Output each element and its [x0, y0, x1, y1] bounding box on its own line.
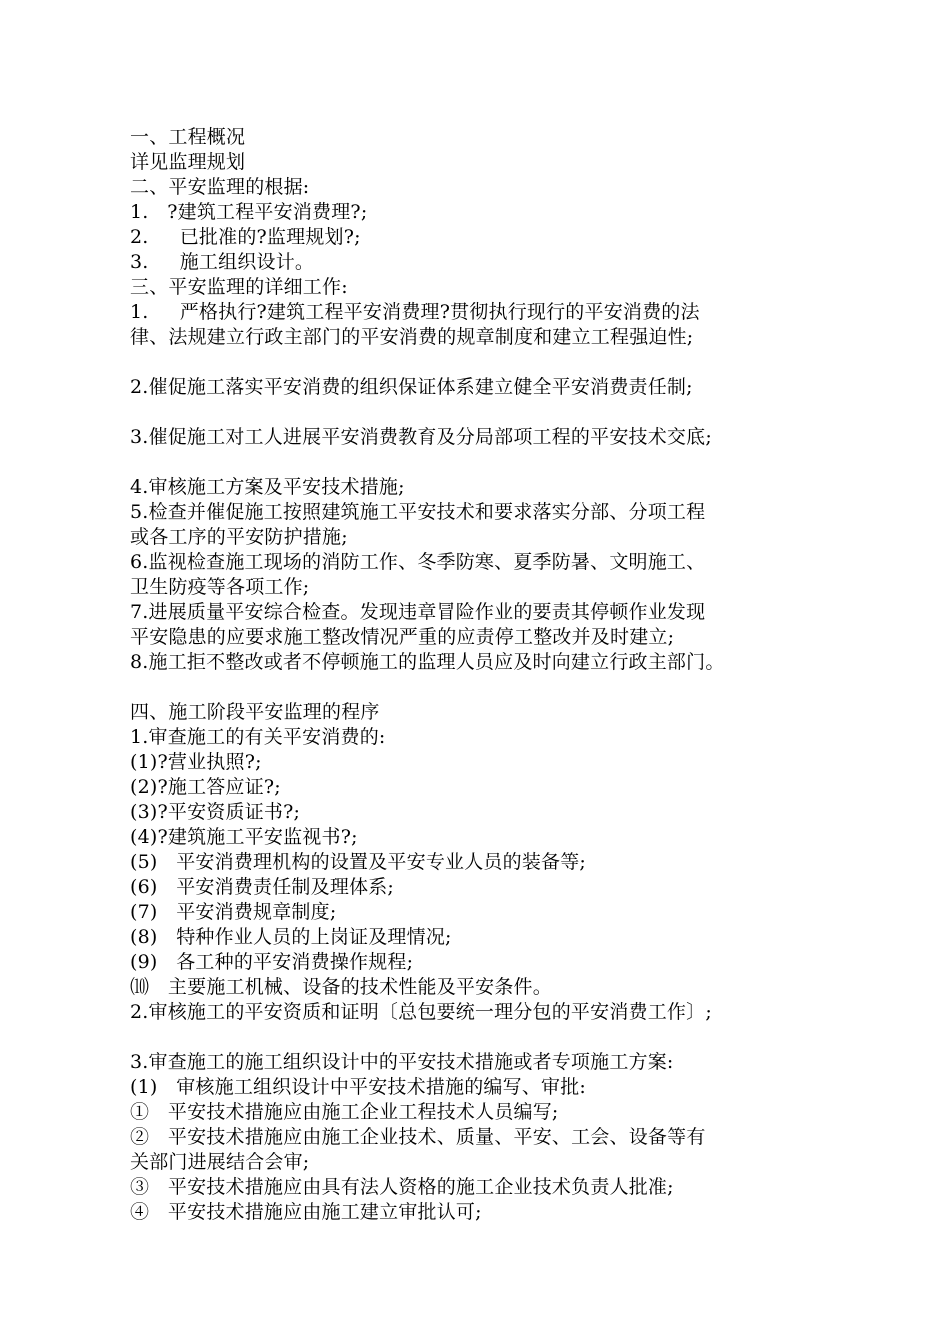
blank-line — [130, 1025, 820, 1050]
blank-line — [130, 400, 820, 425]
list-item: ③ 平安技术措施应由具有法人资格的施工企业技术负责人批准; — [130, 1176, 674, 1198]
section-heading: 四、施工阶段平安监理的程序 — [130, 701, 380, 723]
section-heading: 三、平安监理的详细工作: — [130, 276, 348, 298]
list-item: 2.催促施工落实平安消费的组织保证体系建立健全平安消费责任制; — [130, 376, 693, 398]
list-item: 3.催促施工对工人进展平安消费教育及分局部项工程的平安技术交底; — [130, 426, 712, 448]
list-item: 1. ?建筑工程平安消费理?; — [130, 201, 368, 223]
blank-line — [130, 450, 820, 475]
list-item: 8.施工拒不整改或者不停顿施工的监理人员应及时向建立行政主部门。 — [130, 651, 725, 673]
text-line: 平安隐患的应要求施工整改情况严重的应责停工整改并及时建立; — [130, 626, 675, 648]
list-item: ④ 平安技术措施应由施工建立审批认可; — [130, 1201, 482, 1223]
list-item: (5) 平安消费理机构的设置及平安专业人员的装备等; — [130, 851, 587, 873]
list-item: (9) 各工种的平安消费操作规程; — [130, 951, 414, 973]
text-line: 关部门进展结合会审; — [130, 1151, 310, 1173]
list-item: (3)?平安资质证书?; — [130, 801, 301, 823]
document-body — [130, 125, 820, 1225]
list-item: (7) 平安消费规章制度; — [130, 901, 337, 923]
list-item: (6) 平安消费责任制及理体系; — [130, 876, 395, 898]
section-heading: 一、工程概况 — [130, 126, 246, 148]
list-item: 4.审核施工方案及平安技术措施; — [130, 476, 405, 498]
text-line: 律、法规建立行政主部门的平安消费的规章制度和建立工程强迫性; — [130, 326, 694, 348]
section-heading: 二、平安监理的根据: — [130, 176, 310, 198]
list-item: ⑽ 主要施工机械、设备的技术性能及平安条件。 — [130, 976, 552, 998]
list-item: 1.审查施工的有关平安消费的: — [130, 726, 386, 748]
text-line: 卫生防疫等各项工作; — [130, 576, 310, 598]
list-item: 2.审核施工的平安资质和证明〔总包要统一理分包的平安消费工作〕; — [130, 1001, 712, 1023]
list-item: (2)?施工答应证?; — [130, 776, 281, 798]
list-item: 7.进展质量平安综合检查。发现违章冒险作业的要责其停顿作业发现 — [130, 601, 706, 623]
list-item: 5.检查并催促施工按照建筑施工平安技术和要求落实分部、分项工程 — [130, 501, 706, 523]
text-line: 或各工序的平安防护措施; — [130, 526, 348, 548]
list-item: ② 平安技术措施应由施工企业技术、质量、平安、工会、设备等有 — [130, 1126, 706, 1148]
list-item: (8) 特种作业人员的上岗证及理情况; — [130, 926, 452, 948]
list-item: (4)?建筑施工平安监视书?; — [130, 826, 358, 848]
list-item: 2. 已批准的?监理规划?; — [130, 226, 361, 248]
text-line: 详见监理规划 — [130, 151, 246, 173]
list-item: 3.审查施工的施工组织设计中的平安技术措施或者专项施工方案: — [130, 1051, 674, 1073]
list-item: 1. 严格执行?建筑工程平安消费理?贯彻执行现行的平安消费的法 — [130, 301, 700, 323]
list-item: (1) 审核施工组织设计中平安技术措施的编写、审批: — [130, 1076, 587, 1098]
list-item: 3. 施工组织设计。 — [130, 251, 315, 273]
blank-line — [130, 350, 820, 375]
list-item: ① 平安技术措施应由施工企业工程技术人员编写; — [130, 1101, 559, 1123]
list-item: (1)?营业执照?; — [130, 751, 262, 773]
blank-line — [130, 675, 820, 700]
list-item: 6.监视检查施工现场的消防工作、冬季防寒、夏季防暑、文明施工、 — [130, 551, 706, 573]
